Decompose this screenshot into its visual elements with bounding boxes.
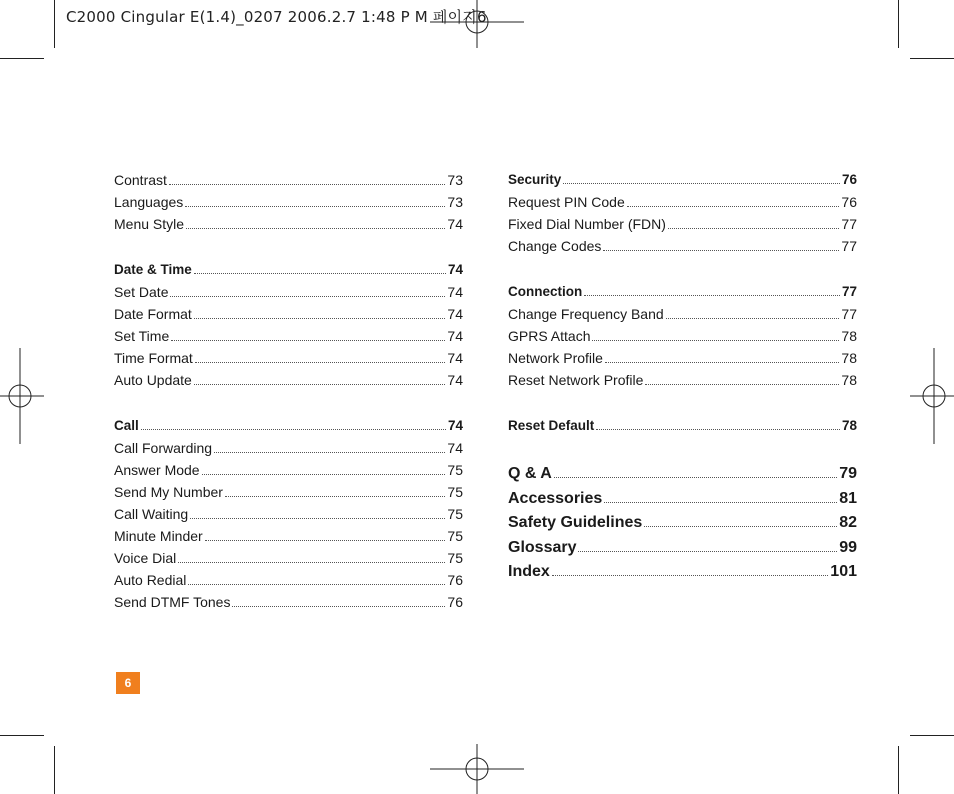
toc-entry[interactable]: Auto Update 74 — [114, 372, 463, 388]
registration-mark-left — [0, 348, 46, 444]
toc-section-heading[interactable]: Reset Default 78 — [508, 418, 857, 433]
dot-leader — [178, 562, 445, 563]
dot-leader — [225, 496, 445, 497]
dot-leader — [232, 606, 445, 607]
toc-section-heading[interactable]: Call 74 — [114, 418, 463, 433]
crop-mark — [910, 735, 954, 736]
toc-chapter-entry[interactable]: Q & A 79 — [508, 465, 857, 482]
toc-chapter-entry[interactable]: Index 101 — [508, 563, 857, 580]
dot-leader — [604, 502, 837, 503]
dot-leader — [202, 474, 446, 475]
crop-mark — [54, 746, 55, 794]
dot-leader — [592, 340, 839, 341]
toc-entry[interactable]: Set Date 74 — [114, 284, 463, 300]
dot-leader — [214, 452, 445, 453]
registration-mark-top — [428, 0, 526, 50]
dot-leader — [644, 526, 837, 527]
crop-mark — [898, 0, 899, 48]
toc-chapter-entry[interactable]: Accessories 81 — [508, 489, 857, 507]
toc-entry[interactable]: Time Format 74 — [114, 350, 463, 366]
toc-chapter-entry[interactable]: Safety Guidelines 82 — [508, 514, 857, 531]
toc-entry[interactable]: Change Frequency Band 77 — [508, 306, 857, 322]
dot-leader — [170, 296, 445, 297]
dot-leader — [169, 184, 446, 185]
dot-leader — [194, 273, 446, 274]
printer-slug: C2000 Cingular E(1.4)_0207 2006.2.7 1:48 P M 페이지6 — [66, 8, 487, 26]
toc-entry[interactable]: Send DTMF Tones 76 — [114, 594, 463, 610]
toc-section-heading[interactable]: Connection 77 — [508, 284, 857, 299]
dot-leader — [666, 318, 840, 319]
toc-entry[interactable]: Contrast 73 — [114, 172, 463, 188]
dot-leader — [563, 183, 840, 184]
spacer — [508, 439, 857, 465]
registration-mark-bottom — [428, 744, 526, 794]
toc-left-column — [114, 171, 463, 615]
toc-entry[interactable]: Request PIN Code 76 — [508, 194, 857, 210]
toc-entry[interactable]: Answer Mode 75 — [114, 462, 463, 478]
crop-mark — [910, 58, 954, 59]
dot-leader — [584, 295, 840, 296]
spacer — [508, 393, 857, 417]
dot-leader — [603, 250, 839, 251]
toc-entry[interactable]: Reset Network Profile 78 — [508, 372, 857, 388]
dot-leader — [188, 584, 445, 585]
spacer — [508, 259, 857, 283]
toc-chapter-entry[interactable]: Glossary 99 — [508, 538, 857, 556]
dot-leader — [194, 318, 446, 319]
toc-entry[interactable]: Fixed Dial Number (FDN) 77 — [508, 216, 857, 232]
dot-leader — [186, 228, 445, 229]
toc-entry[interactable]: Auto Redial 76 — [114, 572, 463, 588]
toc-section-heading[interactable]: Security 76 — [508, 172, 857, 187]
dot-leader — [668, 228, 840, 229]
dot-leader — [205, 540, 446, 541]
dot-leader — [141, 429, 446, 430]
dot-leader — [578, 551, 837, 552]
dot-leader — [552, 575, 829, 576]
dot-leader — [645, 384, 839, 385]
toc-entry[interactable]: Change Codes 77 — [508, 238, 857, 254]
toc-entry[interactable]: Date Format 74 — [114, 306, 463, 322]
toc-entry[interactable]: Menu Style 74 — [114, 216, 463, 232]
registration-mark-right — [908, 348, 954, 444]
toc-right-column — [508, 171, 857, 588]
toc-entry[interactable]: Call Forwarding 74 — [114, 440, 463, 456]
toc-entry[interactable]: Network Profile 78 — [508, 350, 857, 366]
dot-leader — [605, 362, 840, 363]
dot-leader — [190, 518, 445, 519]
dot-leader — [194, 384, 446, 385]
dot-leader — [554, 477, 837, 478]
toc-entry[interactable]: Languages 73 — [114, 194, 463, 210]
toc-section-heading[interactable]: Date & Time 74 — [114, 262, 463, 277]
toc-entry[interactable]: Call Waiting 75 — [114, 506, 463, 522]
dot-leader — [596, 429, 840, 430]
crop-mark — [0, 58, 44, 59]
spacer — [114, 393, 463, 417]
dot-leader — [195, 362, 446, 363]
page-number-badge: 6 — [116, 672, 140, 694]
crop-mark — [54, 0, 55, 48]
toc-entry[interactable]: Send My Number 75 — [114, 484, 463, 500]
crop-mark — [898, 746, 899, 794]
crop-mark — [0, 735, 44, 736]
dot-leader — [171, 340, 445, 341]
dot-leader — [185, 206, 445, 207]
toc-entry[interactable]: Minute Minder 75 — [114, 528, 463, 544]
toc-entry[interactable]: GPRS Attach 78 — [508, 328, 857, 344]
spacer — [114, 237, 463, 261]
toc-entry[interactable]: Set Time 74 — [114, 328, 463, 344]
toc-entry[interactable]: Voice Dial 75 — [114, 550, 463, 566]
dot-leader — [627, 206, 840, 207]
